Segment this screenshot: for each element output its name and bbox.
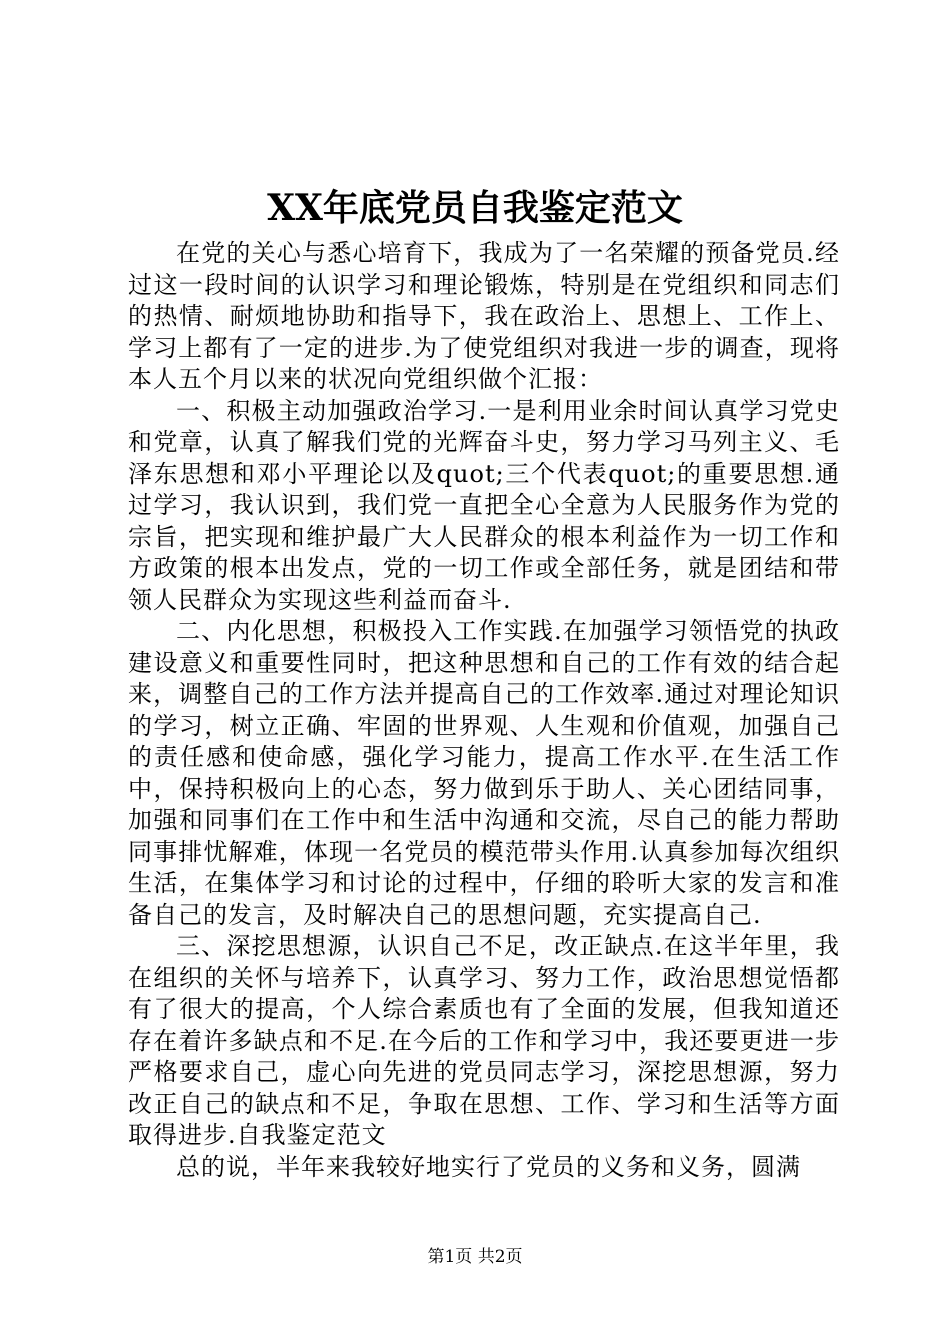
paragraph-section-2: 二、内化思想，积极投入工作实践.在加强学习领悟党的执政建设意义和重要性同时，把这种思想和自己的工作有效的结合起来，调整自己的工作方法并提高自己的工作效率.通过对理论知识的学习，树立正确、牢固的世界观、人生观和价值观，加强自己的责任感和使命感，强化学习能力，提高工作水平.在生活工作中，保持积极向上的心态，努力做到乐于助人、关心团结同事，加强和同事们在工作中和生活中沟通和交流，尽自己的能力帮助同事排忧解难，体现一名党员的模范带头作用.认真参加每次组织生活，在集体学习和讨论的过程中，仔细的聆听大家的发言和准备自己的发言，及时解决自己的思想问题，充实提高自己. [128, 617, 840, 929]
paragraph-section-1: 一、积极主动加强政治学习.一是利用业余时间认真学习党史和党章，认真了解我们党的光辉奋斗史，努力学习马列主义、毛泽东思想和邓小平理论以及quot;三个代表quot;的重要思想.通过学习，我认识到，我们党一直把全心全意为人民服务作为党的宗旨，把实现和维护最广大人民群众的根本利益作为一切工作和方政策的根本出发点，党的一切工作或全部任务，就是团结和带领人民群众为实现这些利益而奋斗. [128, 396, 840, 614]
page-footer: 第1页 共2页 [427, 1247, 523, 1267]
paragraph-intro: 在党的关心与悉心培育下，我成为了一名荣耀的预备党员.经过这一段时间的认识学习和理论锻炼，特别是在党组织和同志们的热情、耐烦地协助和指导下，我在政治上、思想上、工作上、学习上都有了一定的进步.为了使党组织对我进一步的调查，现将本人五个月以来的状况向党组织做个汇报： [128, 239, 840, 393]
paragraph-summary: 总的说，半年来我较好地实行了党员的义务和义务，圆满 [176, 1152, 801, 1181]
document-title: XX年底党员自我鉴定范文 [267, 187, 683, 229]
paragraph-section-3: 三、深挖思想源，认识自己不足，改正缺点.在这半年里，我在组织的关怀与培养下，认真学习、努力工作，政治思想觉悟都有了很大的提高，个人综合素质也有了全面的发展，但我知道还存在着许多缺点和不足.在今后的工作和学习中，我还要更进一步严格要求自己，虚心向先进的党员同志学习，深挖思想源，努力改正自己的缺点和不足，争取在思想、工作、学习和生活等方面取得进步.自我鉴定范文 [128, 932, 840, 1149]
document-body [128, 238, 840, 1183]
